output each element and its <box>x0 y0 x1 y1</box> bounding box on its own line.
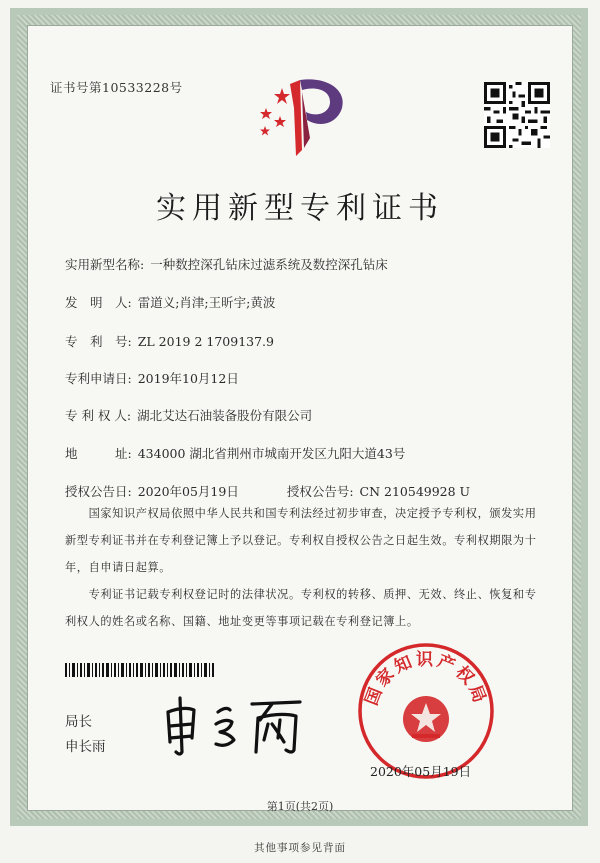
announcement-date-value: 2020年05月19日 <box>137 484 239 499</box>
official-seal <box>356 641 496 781</box>
field-patent-number <box>65 332 274 350</box>
field-label: 实用新型名称: <box>65 257 145 272</box>
field-address <box>65 444 405 462</box>
cnipa-logo-icon <box>252 68 352 158</box>
body-paragraph <box>65 500 545 635</box>
svg-text:国家知识产权局: 国家知识产权局 <box>361 650 491 709</box>
field-value: 2019年10月12日 <box>137 371 239 386</box>
announcement-number-value: CN 210549928 U <box>359 484 471 499</box>
paragraph-line: 国家知识产权局依照中华人民共和国专利法经过初步审查，决定授予专利权，颁发实用 <box>65 507 537 520</box>
field-announcement <box>65 482 470 500</box>
seal-date: 2020年05月19日 <box>370 764 472 779</box>
field-value: 雷道义;肖津;王昕宇;黄波 <box>137 295 276 310</box>
qr-code <box>484 82 550 148</box>
signatory-title: 局长 <box>65 714 92 730</box>
paragraph-line: 年，自申请日起算。 <box>65 561 172 574</box>
field-patentee <box>65 406 312 424</box>
field-value: 434000 湖北省荆州市城南开发区九阳大道43号 <box>137 446 406 461</box>
announcement-number-label: 授权公告号: <box>286 484 354 499</box>
field-label: 发 明 人: <box>65 295 132 310</box>
certificate-number: 证书号第10533228号 <box>50 80 183 95</box>
paragraph-line: 专利证书记载专利权登记时的法律状况。专利权的转移、质押、无效、终止、恢复和专 <box>65 588 537 601</box>
handwritten-signature <box>160 690 310 760</box>
field-utility-name <box>65 255 388 273</box>
signatory-name: 申长雨 <box>65 739 106 755</box>
paragraph-line: 利权人的姓名或名称、国籍、地址变更等事项记载在专利登记簿上。 <box>65 615 419 628</box>
field-inventors <box>65 293 275 311</box>
field-label: 专 利 权 人: <box>65 408 132 423</box>
barcode <box>65 663 215 677</box>
field-label: 专 利 号: <box>65 334 132 349</box>
certificate-title: 实用新型专利证书 <box>156 191 444 226</box>
field-label: 地 址: <box>65 446 132 461</box>
field-label: 专利申请日: <box>65 371 132 386</box>
field-application-date <box>65 369 239 387</box>
announcement-date-label: 授权公告日: <box>65 484 132 499</box>
field-value: 一种数控深孔钻床过滤系统及数控深孔钻床 <box>150 257 388 272</box>
footer-note: 其他事项参见背面 <box>254 842 346 854</box>
page-number: 第1页(共2页) <box>266 800 334 813</box>
paragraph-line: 新型专利证书并在专利登记簿上予以登记。专利权自授权公告之日起生效。专利权期限为十 <box>65 534 537 547</box>
field-value: 湖北艾达石油装备股份有限公司 <box>137 408 313 423</box>
field-value: ZL 2019 2 1709137.9 <box>137 334 274 349</box>
